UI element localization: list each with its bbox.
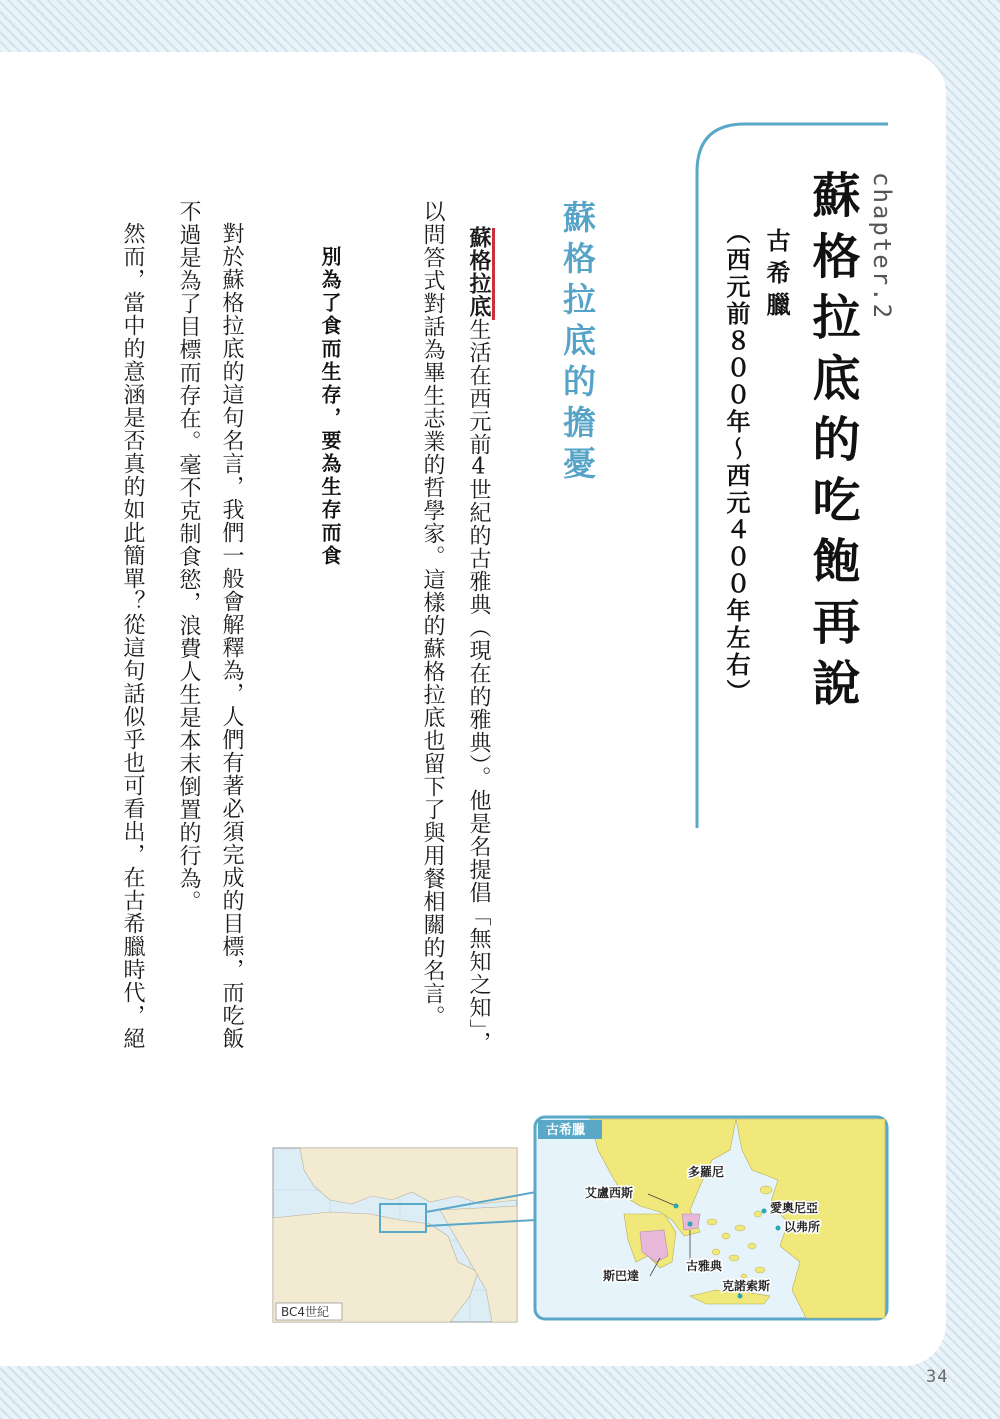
body-column-5: 不過是為了目標而存在。毫不克制食慾，浪費人生是本末倒置的行為。 [176,200,201,913]
body-column-1-part-a: 生活在西元前 [466,318,491,456]
keyword-socrates: 蘇格拉底 [466,226,491,318]
page-title: 蘇格拉底的吃飽再說 [804,170,860,719]
map-label-dodona: 多羅尼 [688,1165,725,1179]
map-label-knossos: 克諾索斯 [722,1279,771,1293]
body-column-2: 以問答式對話為畢生志業的哲學家。這樣的蘇格拉底也留下了與用餐相關的名言。 [420,200,445,1028]
keyword-marker [492,228,495,320]
body-column-6: 然而，當中的意涵是否真的如此簡單？從這句話似乎也可看出，在古希臘時代，絕 [120,222,145,1050]
maps-figure [268,1110,894,1328]
period-label: （西元前８００年～西元４００年左右） [722,220,750,706]
header-bracket [690,118,894,834]
map-label-ephesus: 以弗所 [784,1220,821,1234]
map-label-athens: 古雅典 [686,1259,723,1273]
chapter-label: chapter.2 [868,172,896,321]
century-number: 4 [471,456,486,478]
section-heading: 蘇格拉底的擔憂 [558,200,597,487]
body-column-4: 對於蘇格拉底的這句名言，我們一般會解釋為，人們有著必須完成的目標，而吃飯 [219,222,244,1050]
map-label-ionia: 愛奧尼亞 [770,1201,819,1215]
map-label-eleusis: 艾盧西斯 [585,1186,634,1200]
greece-map [535,1117,887,1319]
region-label: 古希臘 [762,228,790,324]
body-column-1 [467,226,489,1054]
map-label-sparta: 斯巴達 [603,1269,640,1283]
world-map [273,1148,517,1322]
quote-subheading: 別為了食而生存，要為生存而食 [318,246,342,568]
page-number: 34 [926,1367,949,1387]
body-column-1-part-b: 世紀的古雅典（現在的雅典）。他是名提倡「無知之知」， [466,478,491,1054]
world-map-caption: BC4世紀 [281,1305,330,1319]
map-tag-label: 古希臘 [546,1123,586,1138]
